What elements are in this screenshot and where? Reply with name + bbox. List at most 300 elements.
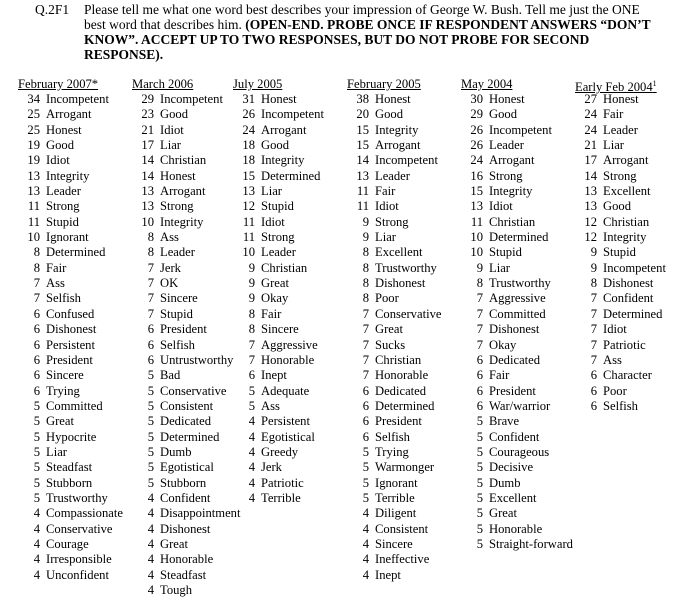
response-count: 4 <box>147 536 154 551</box>
response-count: 18 <box>242 153 255 168</box>
response-count: 6 <box>362 414 369 429</box>
response-word: Determined <box>489 230 549 245</box>
survey-column <box>233 76 324 506</box>
table-row <box>575 215 666 230</box>
response-word: Honest <box>261 92 297 106</box>
table-row <box>575 384 666 399</box>
response-word: Courageous <box>489 444 550 459</box>
response-count: 12 <box>242 199 255 214</box>
table-row <box>132 353 240 368</box>
table-row <box>18 476 123 491</box>
table-row <box>233 153 324 168</box>
response-word: Trying <box>375 444 409 459</box>
response-count: 14 <box>584 168 597 183</box>
table-row <box>461 138 573 153</box>
response-count: 4 <box>248 490 255 505</box>
response-count: 10 <box>27 230 40 245</box>
response-word: Integrity <box>46 168 90 183</box>
table-row <box>575 261 666 276</box>
response-word: Sucks <box>375 337 406 352</box>
table-row <box>18 460 123 475</box>
response-word: Arrogant <box>603 153 649 168</box>
response-count: 4 <box>362 506 369 521</box>
table-row <box>18 445 123 460</box>
table-row <box>347 552 441 567</box>
table-row <box>132 537 240 552</box>
table-row <box>461 353 573 368</box>
table-row <box>575 184 666 199</box>
column-header-label: July 2005 <box>233 77 283 91</box>
table-row <box>347 414 441 429</box>
response-word: Aggressive <box>261 337 318 352</box>
table-row <box>575 368 666 383</box>
table-row <box>461 169 573 184</box>
response-count: 7 <box>147 260 154 275</box>
response-word: Idiot <box>261 214 285 229</box>
table-row <box>18 338 123 353</box>
response-count: 13 <box>27 184 40 199</box>
response-word: Selfish <box>46 291 81 306</box>
response-word: Terrible <box>375 490 415 505</box>
response-count: 8 <box>362 291 369 306</box>
table-row <box>233 123 324 138</box>
table-row <box>347 568 441 583</box>
response-word: President <box>46 352 93 367</box>
response-word: Honorable <box>261 352 315 367</box>
table-row <box>132 291 240 306</box>
table-row <box>18 537 123 552</box>
response-word: Selfish <box>375 429 410 444</box>
response-word: Determined <box>603 306 663 321</box>
response-word: Idiot <box>375 199 399 214</box>
response-word: Confident <box>160 490 211 505</box>
response-word: Integrity <box>261 153 305 168</box>
table-row <box>233 291 324 306</box>
response-word: Integrity <box>160 214 204 229</box>
response-word: Incompetent <box>375 153 438 168</box>
table-row <box>461 199 573 214</box>
response-word: Jerk <box>160 260 181 275</box>
response-word: Liar <box>603 138 624 153</box>
table-row <box>18 245 123 260</box>
response-word: Ass <box>46 276 65 291</box>
response-count: 5 <box>33 490 40 505</box>
response-count: 5 <box>33 460 40 475</box>
response-count: 5 <box>147 460 154 475</box>
response-word: Leader <box>46 184 81 199</box>
table-row <box>18 552 123 567</box>
response-count: 38 <box>356 92 369 106</box>
response-word: Dishonest <box>160 521 211 536</box>
response-count: 15 <box>356 122 369 137</box>
table-row <box>18 322 123 337</box>
table-row <box>461 445 573 460</box>
response-count: 10 <box>470 245 483 260</box>
response-count: 29 <box>141 92 154 106</box>
response-count: 4 <box>147 567 154 582</box>
response-word: Trustworthy <box>375 260 437 275</box>
response-count: 8 <box>248 322 255 337</box>
response-count: 5 <box>147 398 154 413</box>
response-word: Conservative <box>160 383 227 398</box>
table-row <box>132 568 240 583</box>
column-header <box>233 76 324 92</box>
table-row <box>18 384 123 399</box>
response-count: 7 <box>476 306 483 321</box>
response-count: 5 <box>476 444 483 459</box>
response-word: President <box>375 414 422 429</box>
column-header-label: March 2006 <box>132 77 194 91</box>
response-word: Determined <box>375 398 435 413</box>
footnote-marker: 1 <box>652 79 657 88</box>
table-row <box>132 245 240 260</box>
column-header-label: February 2005 <box>347 77 421 91</box>
response-count: 4 <box>33 552 40 567</box>
table-row <box>132 476 240 491</box>
table-row <box>233 92 324 107</box>
table-row <box>233 138 324 153</box>
table-row <box>18 491 123 506</box>
response-count: 4 <box>147 583 154 597</box>
response-word: Dedicated <box>160 414 212 429</box>
response-count: 4 <box>248 429 255 444</box>
table-row <box>18 276 123 291</box>
response-count: 6 <box>147 352 154 367</box>
response-count: 4 <box>33 506 40 521</box>
response-count: 12 <box>584 230 597 245</box>
response-word: Good <box>489 107 517 122</box>
response-word: Dumb <box>160 444 192 459</box>
response-count: 15 <box>470 184 483 199</box>
response-count: 7 <box>590 337 597 352</box>
table-row <box>461 153 573 168</box>
table-row <box>18 230 123 245</box>
table-row <box>233 460 324 475</box>
column-header-label: February 2007* <box>18 77 99 91</box>
response-count: 4 <box>248 475 255 490</box>
response-count: 6 <box>590 368 597 383</box>
table-row <box>461 322 573 337</box>
response-count: 19 <box>27 138 40 153</box>
response-count: 5 <box>362 490 369 505</box>
response-word: Stubborn <box>160 475 207 490</box>
response-word: Honorable <box>375 368 429 383</box>
response-count: 7 <box>590 306 597 321</box>
response-word: Consistent <box>160 398 214 413</box>
response-count: 13 <box>141 184 154 199</box>
response-word: Great <box>261 276 289 291</box>
response-count: 7 <box>590 352 597 367</box>
response-word: Adequate <box>261 383 310 398</box>
response-word: Arrogant <box>375 138 421 153</box>
response-word: Disappointment <box>160 506 241 521</box>
response-count: 25 <box>27 122 40 137</box>
response-word: Idiot <box>160 122 184 137</box>
table-row <box>18 199 123 214</box>
response-count: 4 <box>147 490 154 505</box>
response-count: 5 <box>147 475 154 490</box>
table-row <box>347 399 441 414</box>
response-count: 4 <box>33 567 40 582</box>
table-row <box>132 460 240 475</box>
response-word: Dishonest <box>375 276 426 291</box>
survey-column <box>132 76 240 598</box>
response-word: Ass <box>261 398 280 413</box>
table-row <box>233 414 324 429</box>
table-row <box>575 92 666 107</box>
response-count: 4 <box>362 521 369 536</box>
table-row <box>233 169 324 184</box>
response-count: 6 <box>33 306 40 321</box>
response-count: 6 <box>476 368 483 383</box>
table-row <box>347 430 441 445</box>
response-count: 5 <box>476 521 483 536</box>
response-count: 6 <box>590 398 597 413</box>
table-row <box>233 399 324 414</box>
response-word: Christian <box>489 214 536 229</box>
response-word: Idiot <box>603 322 627 337</box>
response-word: Egotistical <box>160 460 214 475</box>
response-word: Untrustworthy <box>160 352 234 367</box>
survey-column <box>461 76 573 552</box>
response-count: 13 <box>242 184 255 199</box>
response-count: 5 <box>476 490 483 505</box>
table-row <box>18 506 123 521</box>
response-word: Decisive <box>489 460 534 475</box>
response-count: 6 <box>248 368 255 383</box>
response-word: Sincere <box>160 291 198 306</box>
response-count: 5 <box>33 398 40 413</box>
table-row <box>132 276 240 291</box>
response-word: Dishonest <box>603 276 654 291</box>
table-row <box>461 245 573 260</box>
response-word: Honest <box>489 92 525 106</box>
response-word: Egotistical <box>261 429 315 444</box>
question-instructions: (OPEN-END. PROBE ONCE IF RESPONDENT ANSWERS “DON’T KNOW”. ACCEPT UP TO TWO RESPONSES, BUT DO NOT PROBE FOR SECOND RESPONSE). <box>84 17 651 62</box>
response-word: Persistent <box>46 337 95 352</box>
response-count: 12 <box>584 214 597 229</box>
table-row <box>461 368 573 383</box>
response-word: Excellent <box>375 245 423 260</box>
response-count: 8 <box>147 230 154 245</box>
table-row <box>347 338 441 353</box>
table-row <box>575 199 666 214</box>
response-word: Dumb <box>489 475 521 490</box>
response-word: Trustworthy <box>46 490 108 505</box>
response-word: Sincere <box>261 322 299 337</box>
response-word: Leader <box>261 245 296 260</box>
table-row <box>347 460 441 475</box>
response-count: 5 <box>476 536 483 551</box>
response-count: 13 <box>584 199 597 214</box>
response-word: Okay <box>261 291 289 306</box>
table-row <box>461 215 573 230</box>
response-word: Incompetent <box>46 92 109 106</box>
table-row <box>347 476 441 491</box>
table-row <box>347 537 441 552</box>
table-row <box>18 169 123 184</box>
response-count: 8 <box>147 245 154 260</box>
table-row <box>347 215 441 230</box>
table-row <box>132 399 240 414</box>
table-row <box>347 384 441 399</box>
response-count: 13 <box>27 168 40 183</box>
column-header-label: Early Feb 2004 <box>575 80 653 94</box>
response-word: Greedy <box>261 444 299 459</box>
response-word: Excellent <box>489 490 537 505</box>
response-count: 7 <box>248 337 255 352</box>
table-row <box>18 138 123 153</box>
response-count: 25 <box>27 107 40 122</box>
response-count: 8 <box>33 245 40 260</box>
table-row <box>132 322 240 337</box>
table-row <box>233 199 324 214</box>
table-row <box>18 123 123 138</box>
response-count: 6 <box>362 383 369 398</box>
response-count: 21 <box>141 122 154 137</box>
response-word: Strong <box>160 199 194 214</box>
response-word: Excellent <box>603 184 651 199</box>
response-word: Integrity <box>603 230 647 245</box>
response-word: Good <box>261 138 289 153</box>
response-word: Ignorant <box>375 475 418 490</box>
response-word: Selfish <box>603 398 638 413</box>
table-row <box>461 537 573 552</box>
table-row <box>461 522 573 537</box>
response-count: 5 <box>362 475 369 490</box>
table-row <box>132 414 240 429</box>
response-word: Poor <box>603 383 627 398</box>
response-count: 6 <box>33 337 40 352</box>
survey-column <box>18 76 123 583</box>
response-word: Arrogant <box>160 184 206 199</box>
response-word: Strong <box>375 214 409 229</box>
table-row <box>575 276 666 291</box>
response-word: Persistent <box>261 414 310 429</box>
table-row <box>132 522 240 537</box>
response-count: 4 <box>362 536 369 551</box>
table-row <box>347 153 441 168</box>
response-word: Stupid <box>261 199 294 214</box>
response-count: 5 <box>33 475 40 490</box>
table-row <box>18 353 123 368</box>
table-row <box>132 445 240 460</box>
response-count: 5 <box>248 398 255 413</box>
question-number: Q.2F1 <box>35 2 70 17</box>
response-count: 21 <box>584 138 597 153</box>
response-word: Leader <box>489 138 524 153</box>
response-count: 19 <box>27 153 40 168</box>
table-row <box>233 307 324 322</box>
table-row <box>347 138 441 153</box>
table-row <box>347 291 441 306</box>
table-row <box>233 430 324 445</box>
response-count: 11 <box>242 214 255 229</box>
response-count: 9 <box>590 260 597 275</box>
response-word: Liar <box>261 184 282 199</box>
response-word: Sincere <box>46 368 84 383</box>
response-word: Fair <box>261 306 282 321</box>
table-row <box>18 153 123 168</box>
response-count: 29 <box>470 107 483 122</box>
response-word: Inept <box>375 567 401 582</box>
table-row <box>132 107 240 122</box>
response-count: 14 <box>141 153 154 168</box>
response-count: 13 <box>356 168 369 183</box>
response-word: Good <box>46 138 74 153</box>
response-word: Diligent <box>375 506 417 521</box>
table-row <box>575 245 666 260</box>
response-count: 15 <box>356 138 369 153</box>
response-word: Fair <box>489 368 510 383</box>
response-word: Honest <box>160 168 196 183</box>
table-row <box>18 291 123 306</box>
table-row <box>347 184 441 199</box>
response-count: 11 <box>470 214 483 229</box>
response-count: 4 <box>248 460 255 475</box>
response-word: Ass <box>603 352 622 367</box>
table-row <box>575 138 666 153</box>
table-row <box>18 92 123 107</box>
response-word: Strong <box>46 199 80 214</box>
table-row <box>461 230 573 245</box>
response-word: Terrible <box>261 490 301 505</box>
response-word: Liar <box>489 260 510 275</box>
response-word: Bad <box>160 368 181 383</box>
response-count: 7 <box>147 276 154 291</box>
response-word: Dedicated <box>375 383 427 398</box>
response-word: Trying <box>46 383 80 398</box>
table-row <box>132 506 240 521</box>
response-word: Incompetent <box>603 260 666 275</box>
response-word: Ignorant <box>46 230 89 245</box>
table-row <box>575 153 666 168</box>
response-count: 4 <box>147 552 154 567</box>
response-count: 10 <box>242 245 255 260</box>
response-word: Strong <box>603 168 637 183</box>
response-count: 23 <box>141 107 154 122</box>
table-row <box>461 476 573 491</box>
response-word: Honest <box>375 92 411 106</box>
response-word: Arrogant <box>261 122 307 137</box>
table-row <box>132 583 240 598</box>
response-word: President <box>489 383 536 398</box>
table-row <box>347 368 441 383</box>
table-row <box>18 568 123 583</box>
response-count: 4 <box>248 414 255 429</box>
response-count: 4 <box>362 567 369 582</box>
response-word: Honorable <box>489 521 543 536</box>
table-row <box>233 338 324 353</box>
response-word: Honest <box>46 122 82 137</box>
table-row <box>233 368 324 383</box>
table-row <box>132 307 240 322</box>
table-row <box>461 307 573 322</box>
response-word: Sincere <box>375 536 413 551</box>
response-count: 6 <box>362 398 369 413</box>
response-count: 8 <box>362 245 369 260</box>
table-row <box>18 368 123 383</box>
response-count: 4 <box>362 552 369 567</box>
response-count: 26 <box>242 107 255 122</box>
table-row <box>18 261 123 276</box>
response-word: Conservative <box>375 306 442 321</box>
table-row <box>347 107 441 122</box>
response-count: 6 <box>33 368 40 383</box>
table-row <box>18 184 123 199</box>
response-count: 7 <box>476 291 483 306</box>
response-word: Committed <box>46 398 103 413</box>
